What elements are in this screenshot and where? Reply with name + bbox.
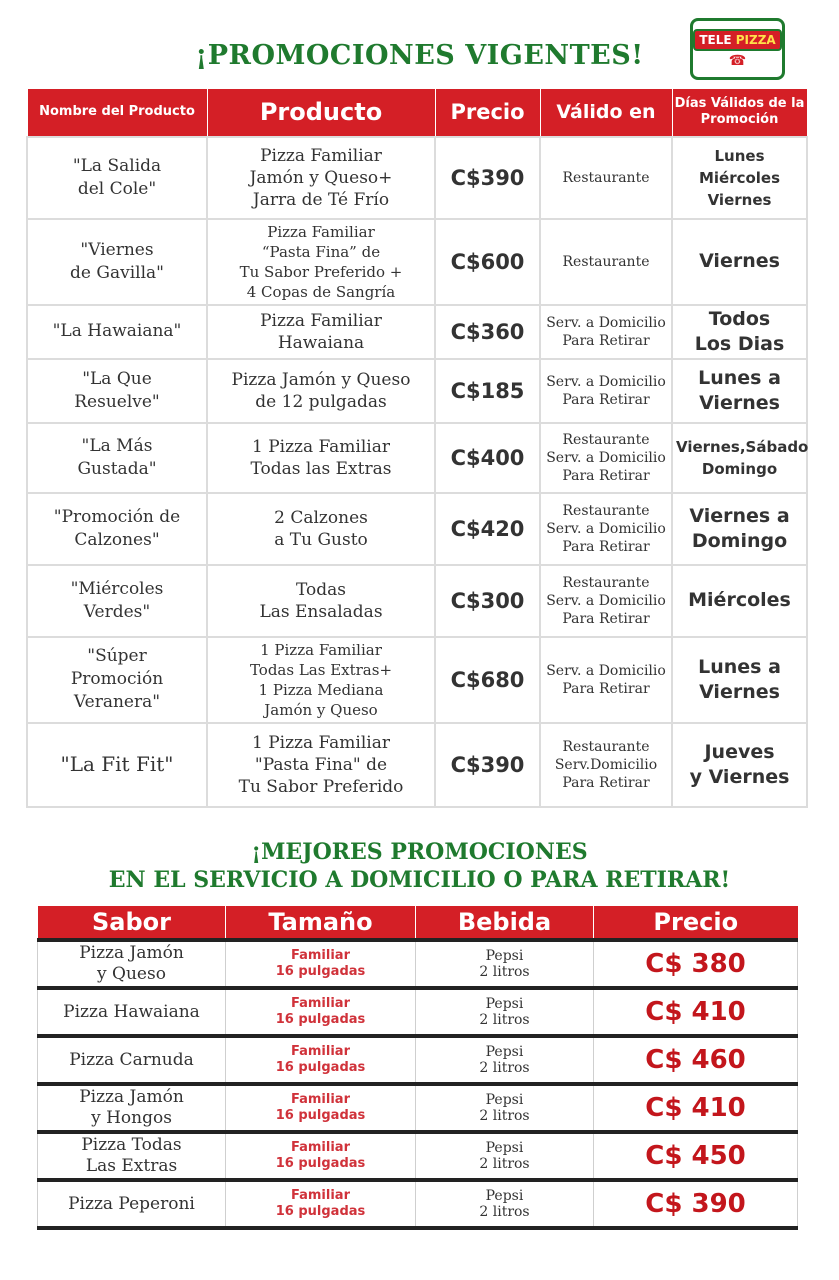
promo-price: C$390	[435, 137, 540, 219]
logo-pizza-text: PIZZA	[735, 33, 776, 47]
promo-days: Viernes	[672, 219, 807, 305]
promo-row	[27, 637, 807, 723]
promo-name: "La Salida del Cole"	[27, 137, 207, 219]
header-drink: Bebida	[416, 906, 594, 940]
promo-product: Pizza Familiar “Pasta Fina” de Tu Sabor Preferido + 4 Copas de Sangría	[207, 219, 435, 305]
delivery-flavor: Pizza Carnuda	[38, 1036, 226, 1084]
promo-name: "Miércoles Verdes"	[27, 565, 207, 637]
delivery-size: Familiar 16 pulgadas	[226, 1132, 416, 1180]
delivery-row	[38, 1036, 798, 1084]
header-valid-days: Días Válidos de la Promoción	[672, 89, 807, 137]
promo-row	[27, 219, 807, 305]
promo-days: Miércoles	[672, 565, 807, 637]
promo-valid-in: Restaurante Serv. a Domicilio Para Retirar	[540, 493, 672, 565]
promo-name: "La Que Resuelve"	[27, 359, 207, 423]
promo-price: C$600	[435, 219, 540, 305]
tele-pizza-logo	[690, 18, 785, 80]
promo-days: Lunes a Viernes	[672, 359, 807, 423]
delivery-title: ¡MEJORES PROMOCIONES EN EL SERVICIO A DOMICILIO O PARA RETIRAR!	[108, 839, 731, 893]
promo-product: Todas Las Ensaladas	[207, 565, 435, 637]
delivery-row	[38, 1180, 798, 1228]
delivery-price: C$ 460	[594, 1036, 798, 1084]
promo-product: 1 Pizza Familiar Todas Las Extras+ 1 Pizza Mediana Jamón y Queso	[207, 637, 435, 723]
promo-days: Viernes,Sábado Domingo	[672, 423, 807, 493]
promo-valid-in: Restaurante Serv. a Domicilio Para Retirar	[540, 423, 672, 493]
promo-product: 1 Pizza Familiar Todas las Extras	[207, 423, 435, 493]
delivery-flavor: Pizza Peperoni	[38, 1180, 226, 1228]
phone-icon: ☎	[728, 53, 747, 69]
header-delivery-price: Precio	[594, 906, 798, 940]
promo-price: C$680	[435, 637, 540, 723]
promo-price: C$360	[435, 305, 540, 359]
promotions-table	[26, 88, 808, 808]
delivery-price: C$ 410	[594, 988, 798, 1036]
promotions-header-row	[27, 89, 807, 137]
promo-valid-in: Restaurante	[540, 137, 672, 219]
delivery-table	[37, 906, 798, 1230]
delivery-drink: Pepsi 2 litros	[416, 1132, 594, 1180]
delivery-drink: Pepsi 2 litros	[416, 1036, 594, 1084]
promo-row	[27, 137, 807, 219]
promo-name: "La Hawaiana"	[27, 305, 207, 359]
delivery-flavor: Pizza Hawaiana	[38, 988, 226, 1036]
delivery-price: C$ 410	[594, 1084, 798, 1132]
promo-valid-in: Serv. a Domicilio Para Retirar	[540, 305, 672, 359]
promo-product: 2 Calzones a Tu Gusto	[207, 493, 435, 565]
promo-name: "La Más Gustada"	[27, 423, 207, 493]
delivery-flavor: Pizza Jamón y Hongos	[38, 1084, 226, 1132]
promo-price: C$300	[435, 565, 540, 637]
promo-product: Pizza Jamón y Queso de 12 pulgadas	[207, 359, 435, 423]
logo-badge	[693, 29, 781, 51]
promo-days: Todos Los Dias	[672, 305, 807, 359]
logo-tele-text: TELE	[699, 33, 732, 47]
promo-price: C$420	[435, 493, 540, 565]
promo-days: Jueves y Viernes	[672, 723, 807, 807]
promo-name: "La Fit Fit"	[27, 723, 207, 807]
promo-price: C$400	[435, 423, 540, 493]
promo-row	[27, 423, 807, 493]
promo-valid-in: Restaurante	[540, 219, 672, 305]
promo-row	[27, 723, 807, 807]
delivery-drink: Pepsi 2 litros	[416, 988, 594, 1036]
delivery-row	[38, 1132, 798, 1180]
delivery-size: Familiar 16 pulgadas	[226, 988, 416, 1036]
promo-product: Pizza Familiar Jamón y Queso+ Jarra de Té Frío	[207, 137, 435, 219]
promo-valid-in: Restaurante Serv.Domicilio Para Retirar	[540, 723, 672, 807]
header-product-name: Nombre del Producto	[27, 89, 207, 137]
promo-days: Lunes a Viernes	[672, 637, 807, 723]
delivery-size: Familiar 16 pulgadas	[226, 1084, 416, 1132]
promo-name: "Súper Promoción Veranera"	[27, 637, 207, 723]
delivery-drink: Pepsi 2 litros	[416, 940, 594, 988]
promo-valid-in: Serv. a Domicilio Para Retirar	[540, 359, 672, 423]
promo-row	[27, 565, 807, 637]
promo-price: C$390	[435, 723, 540, 807]
page-title: ¡PROMOCIONES VIGENTES!	[195, 40, 644, 71]
delivery-size: Familiar 16 pulgadas	[226, 940, 416, 988]
promo-row	[27, 305, 807, 359]
header-flavor: Sabor	[38, 906, 226, 940]
header-price: Precio	[435, 89, 540, 137]
delivery-price: C$ 380	[594, 940, 798, 988]
header-size: Tamaño	[226, 906, 416, 940]
delivery-price: C$ 390	[594, 1180, 798, 1228]
delivery-row	[38, 940, 798, 988]
delivery-size: Familiar 16 pulgadas	[226, 1180, 416, 1228]
delivery-size: Familiar 16 pulgadas	[226, 1036, 416, 1084]
header-product: Producto	[207, 89, 435, 137]
delivery-drink: Pepsi 2 litros	[416, 1180, 594, 1228]
delivery-flavor: Pizza Jamón y Queso	[38, 940, 226, 988]
delivery-flavor: Pizza Todas Las Extras	[38, 1132, 226, 1180]
promo-valid-in: Restaurante Serv. a Domicilio Para Retirar	[540, 565, 672, 637]
delivery-row	[38, 988, 798, 1036]
promo-days: Lunes Miércoles Viernes	[672, 137, 807, 219]
header-valid-in: Válido en	[540, 89, 672, 137]
delivery-drink: Pepsi 2 litros	[416, 1084, 594, 1132]
promo-product: Pizza Familiar Hawaiana	[207, 305, 435, 359]
promo-row	[27, 359, 807, 423]
delivery-row	[38, 1084, 798, 1132]
promo-name: "Viernes de Gavilla"	[27, 219, 207, 305]
delivery-header-row	[38, 906, 798, 940]
delivery-price: C$ 450	[594, 1132, 798, 1180]
promo-product: 1 Pizza Familiar "Pasta Fina" de Tu Sabor Preferido	[207, 723, 435, 807]
promo-row	[27, 493, 807, 565]
promo-days: Viernes a Domingo	[672, 493, 807, 565]
promo-price: C$185	[435, 359, 540, 423]
promo-name: "Promoción de Calzones"	[27, 493, 207, 565]
promo-valid-in: Serv. a Domicilio Para Retirar	[540, 637, 672, 723]
